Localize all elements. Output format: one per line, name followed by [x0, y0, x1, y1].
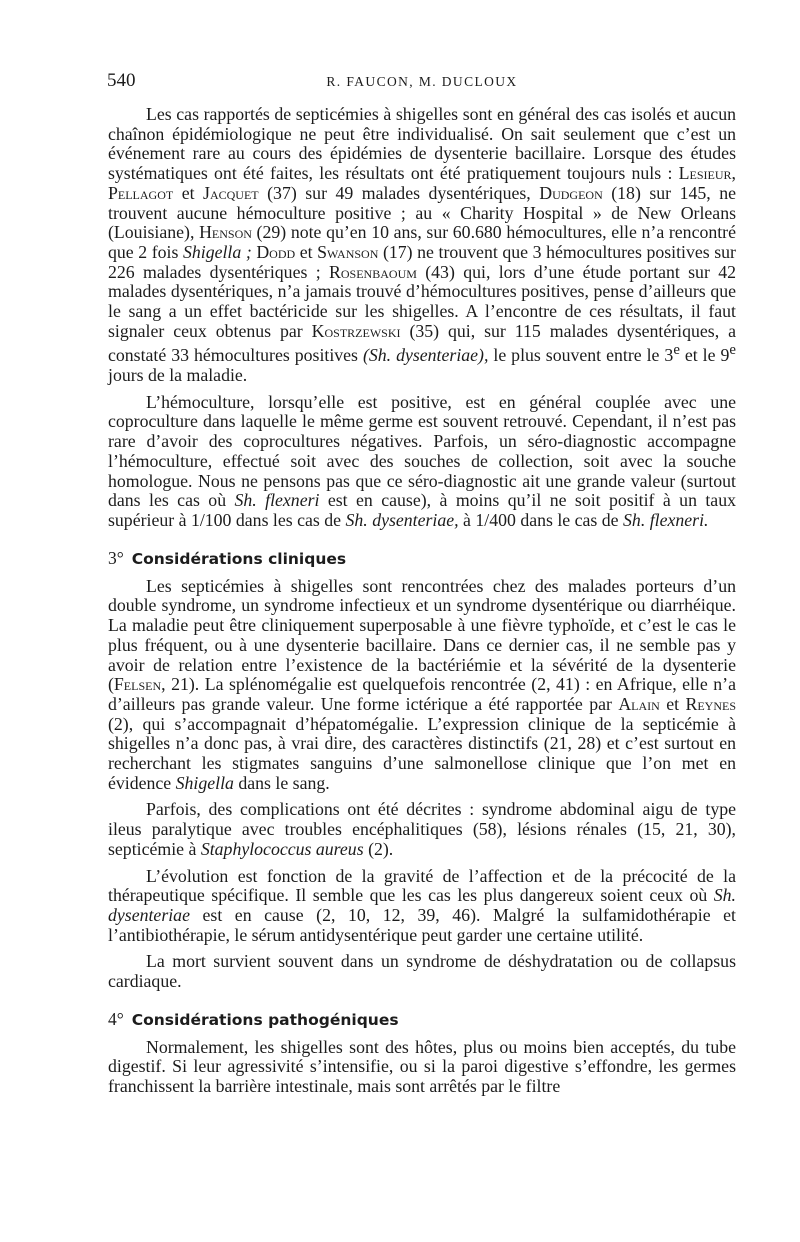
paragraph: L’hémoculture, lorsqu’elle est positive, est en général couplée avec une coproculture dans laquelle le même germe est souvent retrouvé. Cependant, il n’est pas rare d’avoir des coprocultures négatives. Parfois, un séro-diagnostic accompagne l’hémoculture, effectué soit avec des souches de collection, soit avec la souche homologue. Nous ne pensons pas que ce séro-diagnostic ait une grande valeur (surtout dans les cas où Sh. flexneri est en cause), à moins qu’il ne soit positif à un taux supérieur à 1/100 dans les cas de Sh. dysenteriae, à 1/400 dans le cas de Sh. flexneri.: [108, 391, 736, 530]
section-heading-clinical: 3° Considérations cliniques: [108, 547, 347, 568]
paragraph: Les cas rapportés de septicémies à shigelles sont en général des cas isolés et aucun chaînon épidémiologique ne peut être individualisé. On sait seulement que c’est un événement rare au cours des épidémies de dysenterie bacillaire. Lorsque des études systématiques ont été faites, les résultats ont été pratiquement toujours nuls : Lesieur, Pellagot et Jacquet (37) sur 49 malades dysentériques, Dudgeon (18) sur 145, ne trouvent aucune hémoculture positive ; au « Charity Hospital » de New Orleans (Louisiane), Henson (29) note qu’en 10 ans, sur 60.680 hémocultures, elle n’a rencontré que 2 fois Shigella ; Dodd et Swanson (17) ne trouvent que 3 hémocultures positives sur 226 malades dysentériques ; Rosenbaoum (43) qui, lors d’une étude portant sur 42 malades dysentériques, n’a jamais trouvé d’hémocultures positives, pense d’ailleurs que le sang a un effet bactéricide sur les shigelles. A l’encontre de ces résultats, il faut signaler ceux obtenus par Kostrzewski (35) qui, sur 115 malades dysentériques, a constaté 33 hémocultures positives (Sh. dysenteriae), le plus souvent entre le 3e et le 9e jours de la maladie.: [108, 104, 737, 386]
paragraph: L’évolution est fonction de la gravité de l’affection et de la précocité de la thérapeutique spécifique. Il semble que les cas les plus dangereux soient ceux où Sh. dysenteriae est en cause (2, 10, 12, 39, 46). Malgré la sulfamidothérapie et l’antibiothérapie, le sérum antidysentérique peut garder une certaine utilité.: [108, 865, 736, 945]
running-head: R. FAUCON, M. DUCLOUX: [326, 74, 518, 89]
paragraph: La mort survient souvent dans un syndrome de déshydratation ou de collapsus cardiaque.: [108, 951, 736, 992]
article-body: [108, 105, 736, 1104]
page-number: 540: [107, 70, 136, 91]
section-heading-pathogenic: 4° Considérations pathogéniques: [108, 1008, 399, 1029]
page-header: [107, 70, 737, 94]
paragraph: Les septicémies à shigelles sont rencontrées chez des malades porteurs d’un double syndrome, un syndrome infectieux et un syndrome dysentérique ou diarrhéique. La maladie peut être cliniquement superposable à une fièvre typhoïde, et c’est le cas le plus fréquent, ou à une dysenterie bacillaire. Dans ce dernier cas, il ne semble pas y avoir de relation entre l’existence de la bactériémie et la sévérité de la dysenterie (Felsen, 21). La splénomégalie est quelquefois rencontrée (2, 41) : en Afrique, elle n’a d’ailleurs pas grande valeur. Une forme ictérique a été rapportée par Alain et Reynes (2), qui s’accompagnait d’hépatomégalie. L’expression clinique de la septicémie à shigelles n’a donc pas, à vrai dire, des caractères distinctifs (21, 28) et c’est surtout en recherchant les stigmates sanguins d’une salmonellose clinique que l’on met en évidence Shigella dans le sang.: [108, 575, 737, 793]
paragraph: Normalement, les shigelles sont des hôtes, plus ou moins bien acceptés, du tube digestif. Si leur agressivité s’intensifie, ou si la paroi digestive s’effondre, les germes franchissent la barrière intestinale, mais sont arrêtés par le filtre: [108, 1036, 736, 1097]
paragraph: Parfois, des complications ont été décrites : syndrome abdominal aigu de type ileus paralytique avec troubles encéphalitiques (58), lésions rénales (15, 21, 30), septicémie à Staphylococcus aureus (2).: [108, 799, 736, 859]
